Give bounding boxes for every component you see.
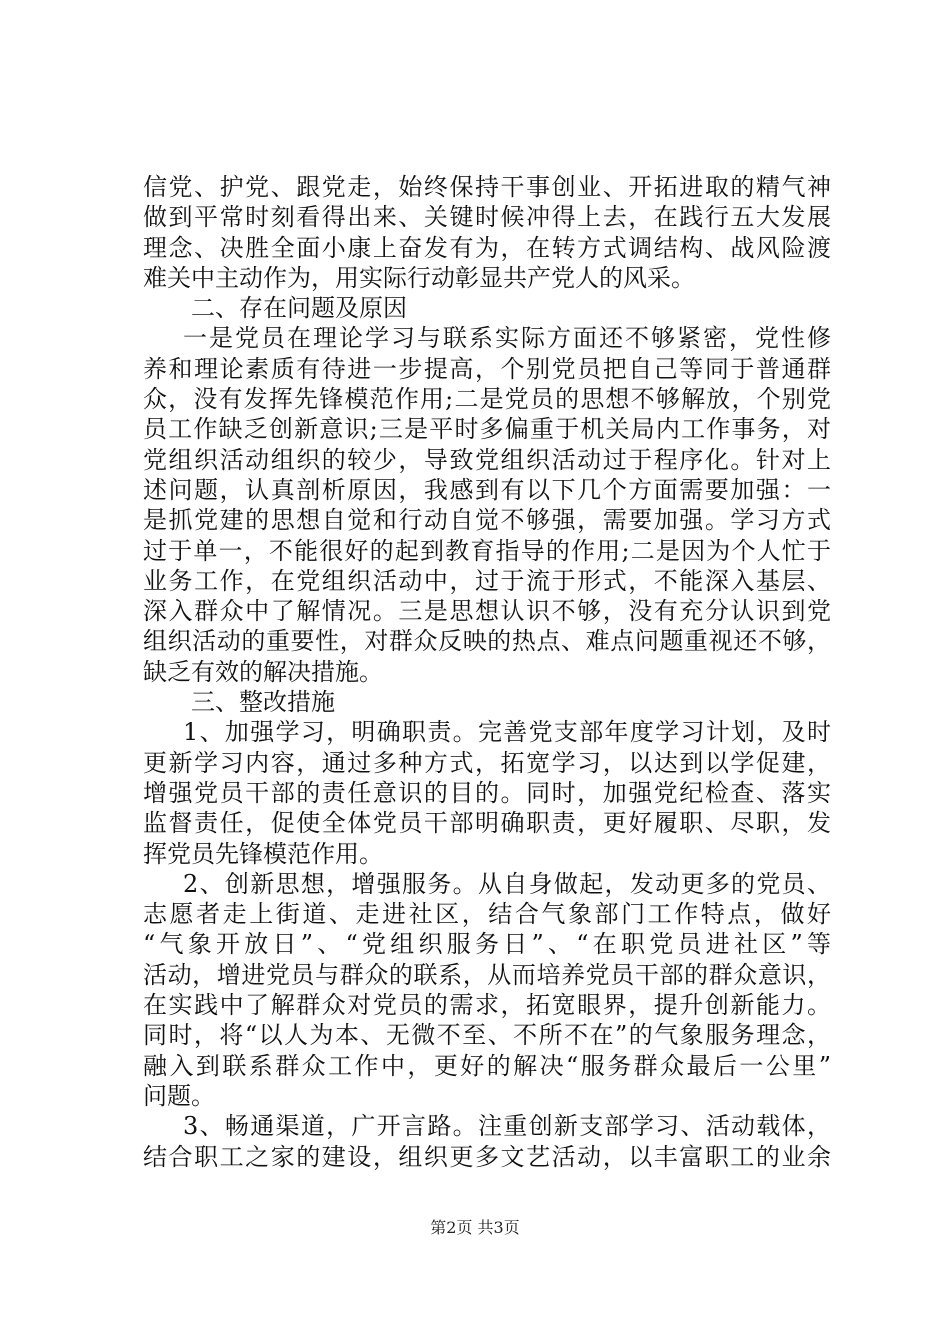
text-line: 组织活动的重要性，对群众反映的热点、难点问题重视还不够，: [143, 627, 831, 656]
text-line: 增强党员干部的责任意识的目的。同时，加强党纪检查、落实: [143, 778, 831, 807]
text-line: 活动，增进党员与群众的联系，从而培养党员干部的群众意识，: [143, 960, 831, 989]
text-line: 结合职工之家的建设，组织更多文艺活动，以丰富职工的业余: [143, 1142, 831, 1171]
text-line: 挥党员先锋模范作用。: [143, 839, 383, 868]
text-line: 深入群众中了解情况。三是思想认识不够，没有充分认识到党: [143, 597, 831, 626]
text-line: 述问题，认真剖析原因，我感到有以下几个方面需要加强：一: [143, 475, 831, 504]
text-line: 信党、护党、跟党走，始终保持干事创业、开拓进取的精气神: [143, 173, 831, 201]
text-line: 缺乏有效的解决措施。: [143, 657, 383, 686]
text-line: “气象开放日”、“党组织服务日”、“在职党员进社区”等: [143, 930, 831, 959]
text-line: 同时，将“以人为本、无微不至、不所不在”的气象服务理念，: [143, 1021, 831, 1050]
text-line: 在实践中了解群众对党员的需求，拓宽眼界，提升创新能力。: [143, 991, 831, 1020]
text-line: 监督责任，促使全体党员干部明确职责，更好履职、尽职，发: [143, 809, 831, 838]
page-number: 第2页 共3页: [430, 1218, 520, 1237]
text-line: 问题。: [143, 1081, 215, 1110]
text-line: 3、畅通渠道，广开言路。注重创新支部学习、活动载体，: [183, 1112, 831, 1141]
text-line: 众，没有发挥先锋模范作用;二是党员的思想不够解放，个别党: [143, 385, 831, 414]
text-line: 更新学习内容，通过多种方式，拓宽学习，以达到以学促建，: [143, 748, 831, 777]
text-line: 志愿者走上街道、走进社区，结合气象部门工作特点，做好: [143, 900, 831, 929]
text-line: 过于单一，不能很好的起到教育指导的作用;二是因为个人忙于: [143, 536, 831, 565]
text-line: 理念、决胜全面小康上奋发有为，在转方式调结构、战风险渡: [143, 233, 831, 262]
text-line: 养和理论素质有待进一步提高，个别党员把自己等同于普通群: [143, 354, 831, 383]
text-line: 一是党员在理论学习与联系实际方面还不够紧密，党性修: [183, 324, 831, 353]
text-line: 做到平常时刻看得出来、关键时候冲得上去，在践行五大发展: [143, 203, 831, 232]
section-heading: 二、存在问题及原因: [191, 294, 407, 323]
text-line: 融入到联系群众工作中，更好的解决“服务群众最后一公里”: [143, 1051, 831, 1080]
section-heading: 三、整改措施: [191, 688, 335, 717]
text-line: 业务工作，在党组织活动中，过于流于形式，不能深入基层、: [143, 566, 831, 595]
text-line: 是抓党建的思想自觉和行动自觉不够强，需要加强。学习方式: [143, 506, 831, 535]
text-line: 难关中主动作为，用实际行动彰显共产党人的风采。: [143, 263, 695, 292]
text-line: 1、加强学习，明确职责。完善党支部年度学习计划，及时: [183, 718, 831, 747]
text-line: 2、创新思想，增强服务。从自身做起，发动更多的党员、: [183, 869, 831, 898]
text-line: 党组织活动组织的较少，导致党组织活动过于程序化。针对上: [143, 445, 831, 474]
page-footer: [0, 1218, 950, 1238]
document-body: [143, 172, 831, 1172]
text-line: 员工作缺乏创新意识;三是平时多偏重于机关局内工作事务，对: [143, 415, 831, 444]
